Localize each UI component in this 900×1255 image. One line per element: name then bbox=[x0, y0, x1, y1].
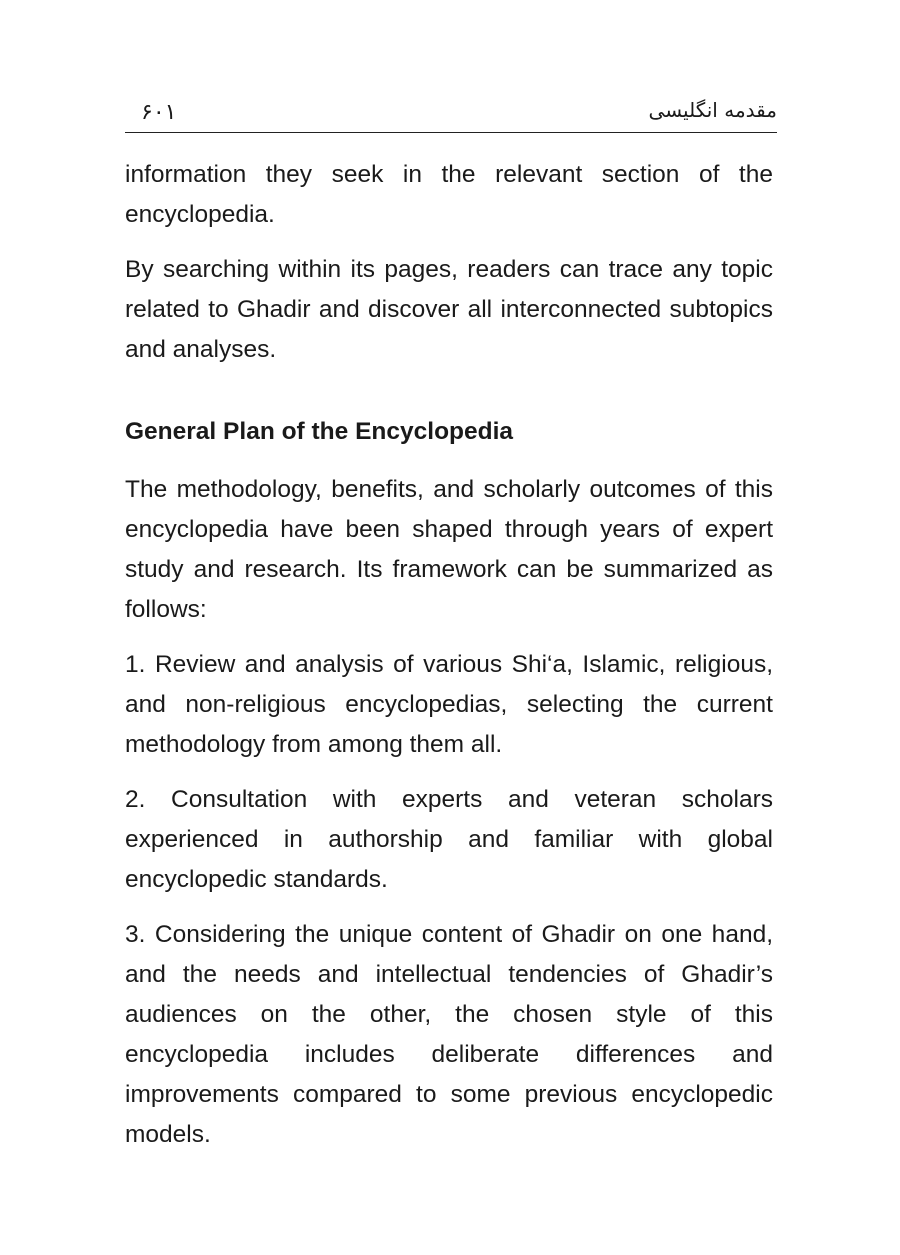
paragraph-continuation: information they seek in the relevant section of the encyclopedia. bbox=[125, 161, 773, 228]
page-number: ۶۰۱ bbox=[141, 100, 177, 125]
paragraph-intro: The methodology, benefits, and scholarly outcomes of this encyclopedia have been shaped through years of expert study and research. Its framework can be summarized as follows: bbox=[125, 476, 773, 623]
paragraph-search: By searching within its pages, readers can trace any topic related to Ghadir and discover all interconnected subtopics and analyses. bbox=[125, 256, 773, 363]
list-item-2: 2. Consultation with experts and veteran scholars experienced in authorship and familiar with global encyclopedic standards. bbox=[125, 786, 773, 893]
list-item-1: 1. Review and analysis of various Shi‘a, Islamic, religious, and non-religious encyclopedias, selecting the current methodology from among them all. bbox=[125, 651, 773, 758]
list-item-3: 3. Considering the unique content of Ghadir on one hand, and the needs and intellectual tendencies of Ghadir’s audiences on the other, the chosen style of this encyclopedia includes deliberate differences and improvements compared to some previous encyclopedic models. bbox=[125, 921, 773, 1148]
running-header bbox=[125, 98, 777, 133]
body-text bbox=[125, 155, 773, 1170]
section-heading: General Plan of the Encyclopedia bbox=[125, 418, 514, 445]
running-header-title: مقدمه انگلیسی bbox=[648, 98, 777, 122]
